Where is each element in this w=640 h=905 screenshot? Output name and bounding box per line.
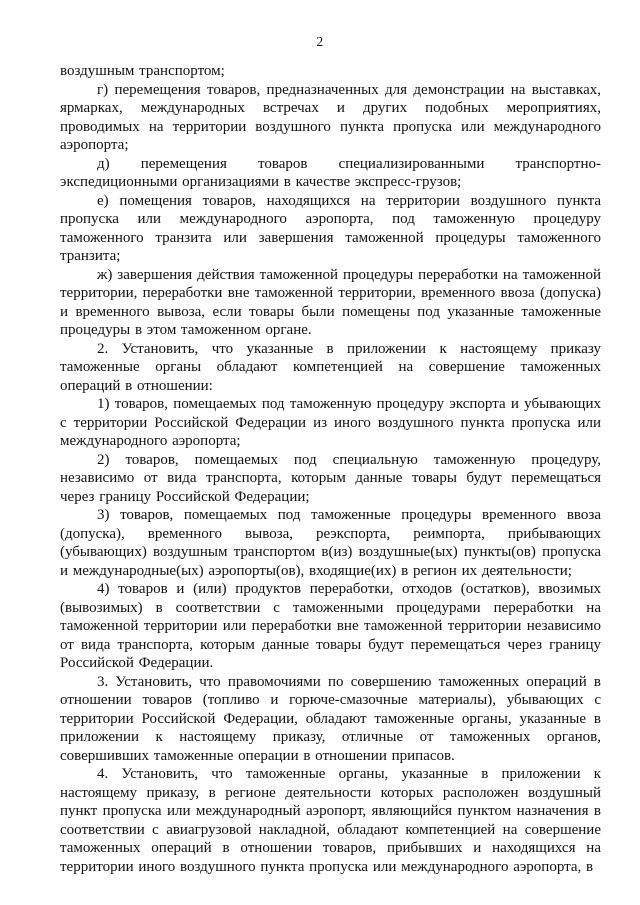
document-body (60, 62, 601, 876)
paragraph: 1) товаров, помещаемых под таможенную процедуру экспорта и убывающих с территории Российской Федерации из иного воздушного пункта пропуска или международного аэропорта; (60, 396, 601, 449)
paragraph: 3) товаров, помещаемых под таможенные процедуры временного ввоза (допуска), временного вывоза, реэкспорта, реимпорта, прибывающих (убывающих) воздушным транспортом в(из) воздушные(ых) пункты(ов) пропуска и международные(ых) аэропорты(ов), входящие(их) в регион их деятельности; (60, 507, 601, 579)
paragraph: ж) завершения действия таможенной процедуры переработки на таможенной территории, переработки вне таможенной территории, временного ввоза (допуска) и временного вывоза, если товары были помещены под указанные таможенные процедуры в этом таможенном органе. (60, 266, 601, 338)
paragraph: 4) товаров и (или) продуктов переработки, отходов (остатков), ввозимых (вывозимых) в соответствии с таможенными процедурами переработки на таможенной территории или переработки вне таможенной территории независимо от вида транспорта, которым данные товары будут перемещаться через границу Российской Федерации. (60, 581, 601, 671)
page-number: 2 (316, 34, 324, 49)
paragraph: воздушным транспортом; (60, 63, 225, 79)
paragraph: 2. Установить, что указанные в приложении к настоящему приказу таможенные органы обладают компетенцией на совершение таможенных операций в отношении: (60, 340, 601, 394)
paragraph: 2) товаров, помещаемых под специальную таможенную процедуру, независимо от вида транспорта, которым данные товары будут перемещаться через границу Российской Федерации; (60, 451, 601, 505)
paragraph: 4. Установить, что таможенные органы, указанные в приложении к настоящему приказу, в регионе деятельности которых расположен воздушный пункт пропуска или международный аэропорт, являющийся пунктом назначения в соответствии с авиагрузовой накладной, обладают компетенцией на совершение таможенных операций в отношении товаров, прибывших и находящихся на территории иного воздушного пункта пропуска или международного аэропорта, в (60, 766, 601, 875)
paragraph: е) помещения товаров, находящихся на территории воздушного пункта пропуска или международного аэропорта, под таможенную процедуру таможенного транзита или завершения таможенной процедуры таможенного транзита; (60, 192, 601, 264)
paragraph: д) перемещения товаров специализированными транспортно-экспедиционными организациями в качестве экспресс-грузов; (60, 155, 601, 190)
paragraph: 3. Установить, что правомочиями по совершению таможенных операций в отношении товаров (топливо и горюче-смазочные материалы), убывающих с территории Российской Федерации, обладают таможенные органы, указанные в приложении к настоящему приказу, отличные от таможенных органов, совершивших таможенные операции в отношении припасов. (60, 673, 601, 764)
paragraph: г) перемещения товаров, предназначенных для демонстрации на выставках, ярмарках, международных встречах и других подобных мероприятиях, проводимых на территории воздушного пункта пропуска или международного аэропорта; (60, 81, 601, 153)
